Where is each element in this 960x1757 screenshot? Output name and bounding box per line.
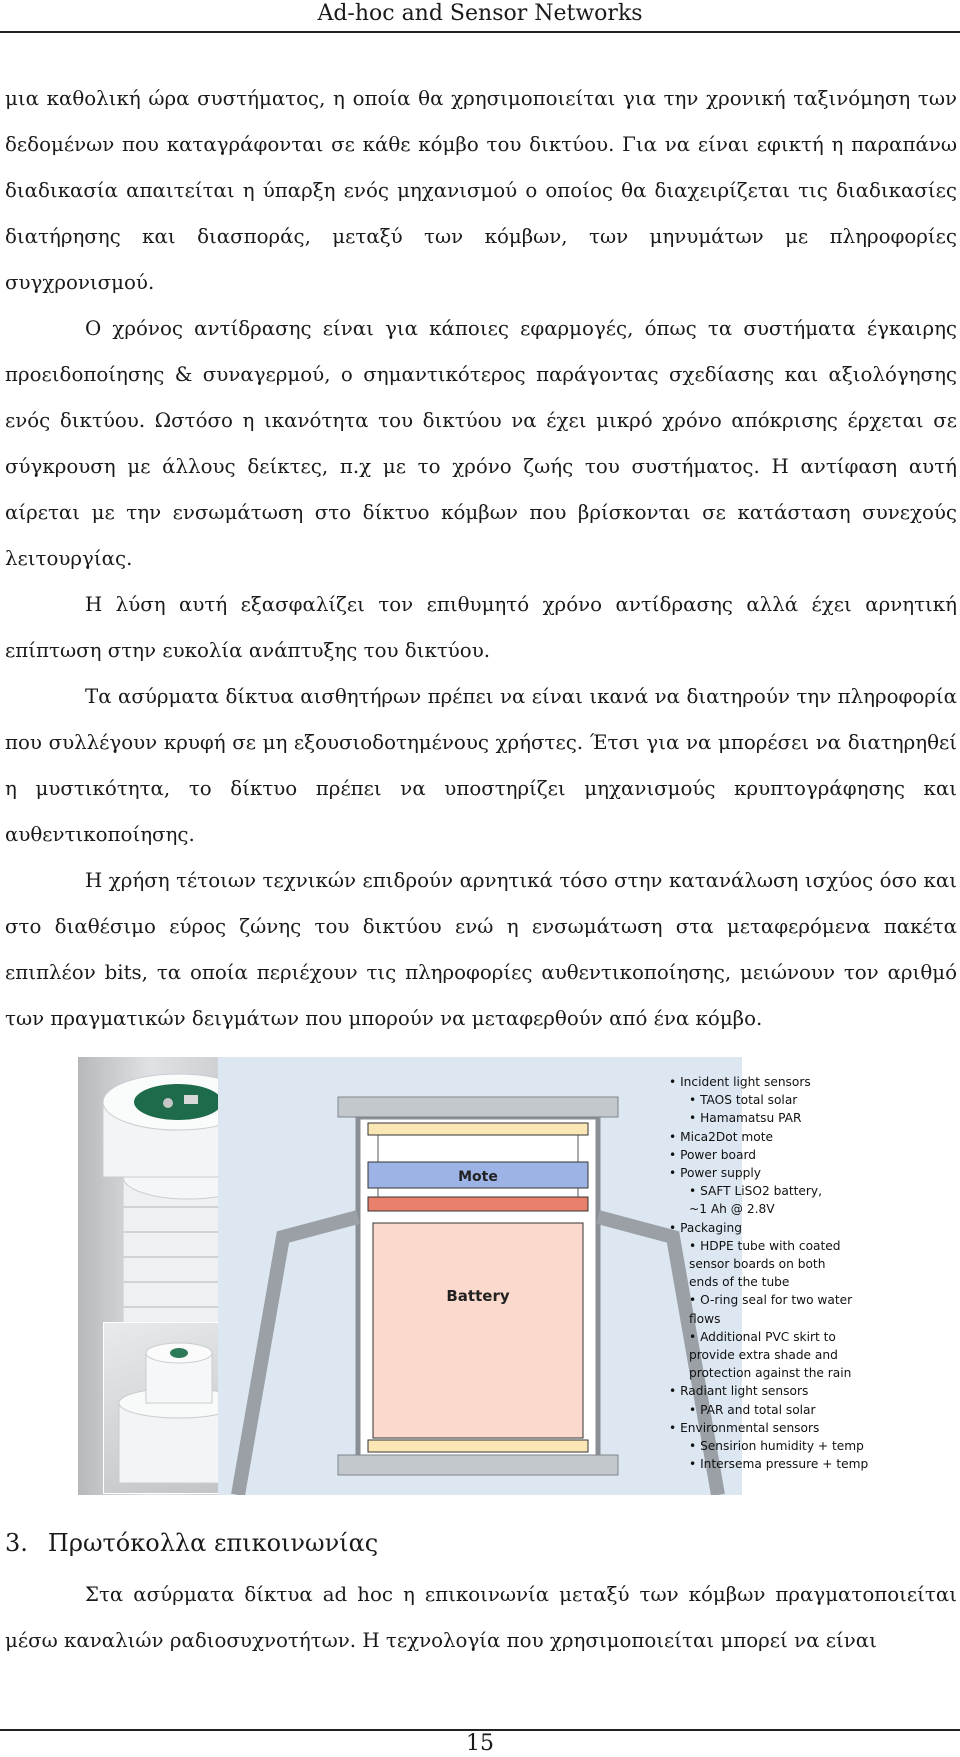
paragraph-2: Ο χρόνος αντίδρασης είναι για κάποιες εφαρμογές, όπως τα συστήματα έγκαιρης προειδοποίησης & συναγερμού, ο σημαντικότερος παράγοντας σχεδίασης και αξιολόγησης ενός δικτύου. Ωστόσο η ικανότητα του δικτύου να έχει μικρό χρόνο απόκρισης έρχεται σε σύγκρουση με άλλους δείκτες, π.χ με το χρόνο ζωής του συστήματος. Η αντίφαση αυτή αίρεται με την ενσωμάτωση στο δίκτυο κόμβων που βρίσκονται σε κατάσταση συνεχούς λειτουργίας. — [5, 317, 957, 570]
section-title-text: Πρωτόκολλα επικοινωνίας — [47, 1529, 379, 1557]
legend-item: ends of the tube — [689, 1275, 790, 1290]
sensor-node-figure — [78, 1057, 882, 1495]
section-paragraph: Στα ασύρματα δίκτυα ad hoc η επικοινωνία μεταξύ των κόμβων πραγματοποιείται μέσω καναλιών ραδιοσυχνοτήτων. Η τεχνολογία που χρησιμοποιείται μπορεί να είναι — [5, 1583, 957, 1652]
battery-label: Battery — [446, 1287, 510, 1305]
legend-item: • HDPE tube with coated — [689, 1238, 841, 1253]
legend-item: sensor boards on both — [689, 1257, 826, 1272]
legend-item: • Power supply — [669, 1166, 761, 1181]
sensor-cross-section-diagram — [218, 1057, 742, 1495]
legend-item: • Hamamatsu PAR — [689, 1111, 802, 1126]
legend-item: • TAOS total solar — [689, 1093, 798, 1108]
legend-item: • Radiant light sensors — [669, 1384, 809, 1399]
legend-item: flows — [689, 1311, 721, 1326]
legend-item: • Incident light sensors — [669, 1075, 811, 1089]
legend-item: protection against the rain — [689, 1366, 852, 1381]
figure-legend — [669, 1073, 884, 1473]
legend-item: • Mica2Dot mote — [669, 1129, 773, 1144]
legend-item: provide extra shade and — [689, 1348, 838, 1363]
section-heading — [5, 1525, 378, 1561]
legend-item: • Packaging — [669, 1220, 742, 1235]
legend-item: • Sensirion humidity + temp — [689, 1439, 864, 1454]
header-rule — [0, 31, 960, 33]
legend-item: • Intersema pressure + temp — [689, 1457, 869, 1472]
legend-item: • Environmental sensors — [669, 1420, 820, 1435]
legend-item: • O-ring seal for two water — [689, 1293, 853, 1308]
paragraph-3: Η λύση αυτή εξασφαλίζει τον επιθυμητό χρόνο αντίδρασης αλλά έχει αρνητική επίπτωση στην ευκολία ανάπτυξης του δικτύου. — [5, 593, 957, 662]
paragraph-1: μια καθολική ώρα συστήματος, η οποία θα χρησιμοποιείται για την χρονική ταξινόμηση των δεδομένων που καταγράφονται σε κάθε κόμβο του δικτύου. Για να είναι εφικτή η παραπάνω διαδικασία απαιτείται η ύπαρξη ενός μηχανισμού ο οποίος θα διαχειρίζεται τις διαδικασίες διατήρησης και διασποράς, μεταξύ των κόμβων, των μηνυμάτων με πληροφορίες συγχρονισμού. — [5, 87, 957, 294]
paragraph-4: Τα ασύρματα δίκτυα αισθητήρων πρέπει να είναι ικανά να διατηρούν την πληροφορία που συλλέγουν κρυφή σε μη εξουσιοδοτημένους χρήστες. Έτσι για να μπορέσει να διατηρηθεί η μυστικότητα, το δίκτυο πρέπει να υποστηρίζει μηχανισμούς κρυπτογράφησης και αυθεντικοποίησης. — [5, 685, 957, 846]
legend-item: • Power board — [669, 1147, 756, 1162]
legend-item: • Additional PVC skirt to — [689, 1329, 836, 1344]
legend-item: ~1 Ah @ 2.8V — [689, 1202, 775, 1217]
legend-item: • PAR and total solar — [689, 1402, 816, 1417]
cross-section-drawing — [218, 1057, 742, 1495]
body-text — [5, 76, 957, 1042]
section-number: 3. — [5, 1529, 28, 1557]
paragraph-5: Η χρήση τέτοιων τεχνικών επιδρούν αρνητικά τόσο στην κατανάλωση ισχύος όσο και στο διαθέσιμο εύρος ζώνης του δικτύου ενώ η ενσωμάτωση στα μεταφερόμενα πακέτα επιπλέον bits, τα οποία περιέχουν τις πληροφορίες αυθεντικοποίησης, μειώνουν τον αριθμό των πραγματικών δειγμάτων που μπορούν να μεταφερθούν από ένα κόμβο. — [5, 869, 957, 1030]
legend-item: • SAFT LiSO2 battery, — [689, 1184, 822, 1199]
mote-label: Mote — [458, 1169, 498, 1185]
page-number: 15 — [466, 1731, 494, 1756]
running-header: Ad-hoc and Sensor Networks — [317, 1, 643, 26]
